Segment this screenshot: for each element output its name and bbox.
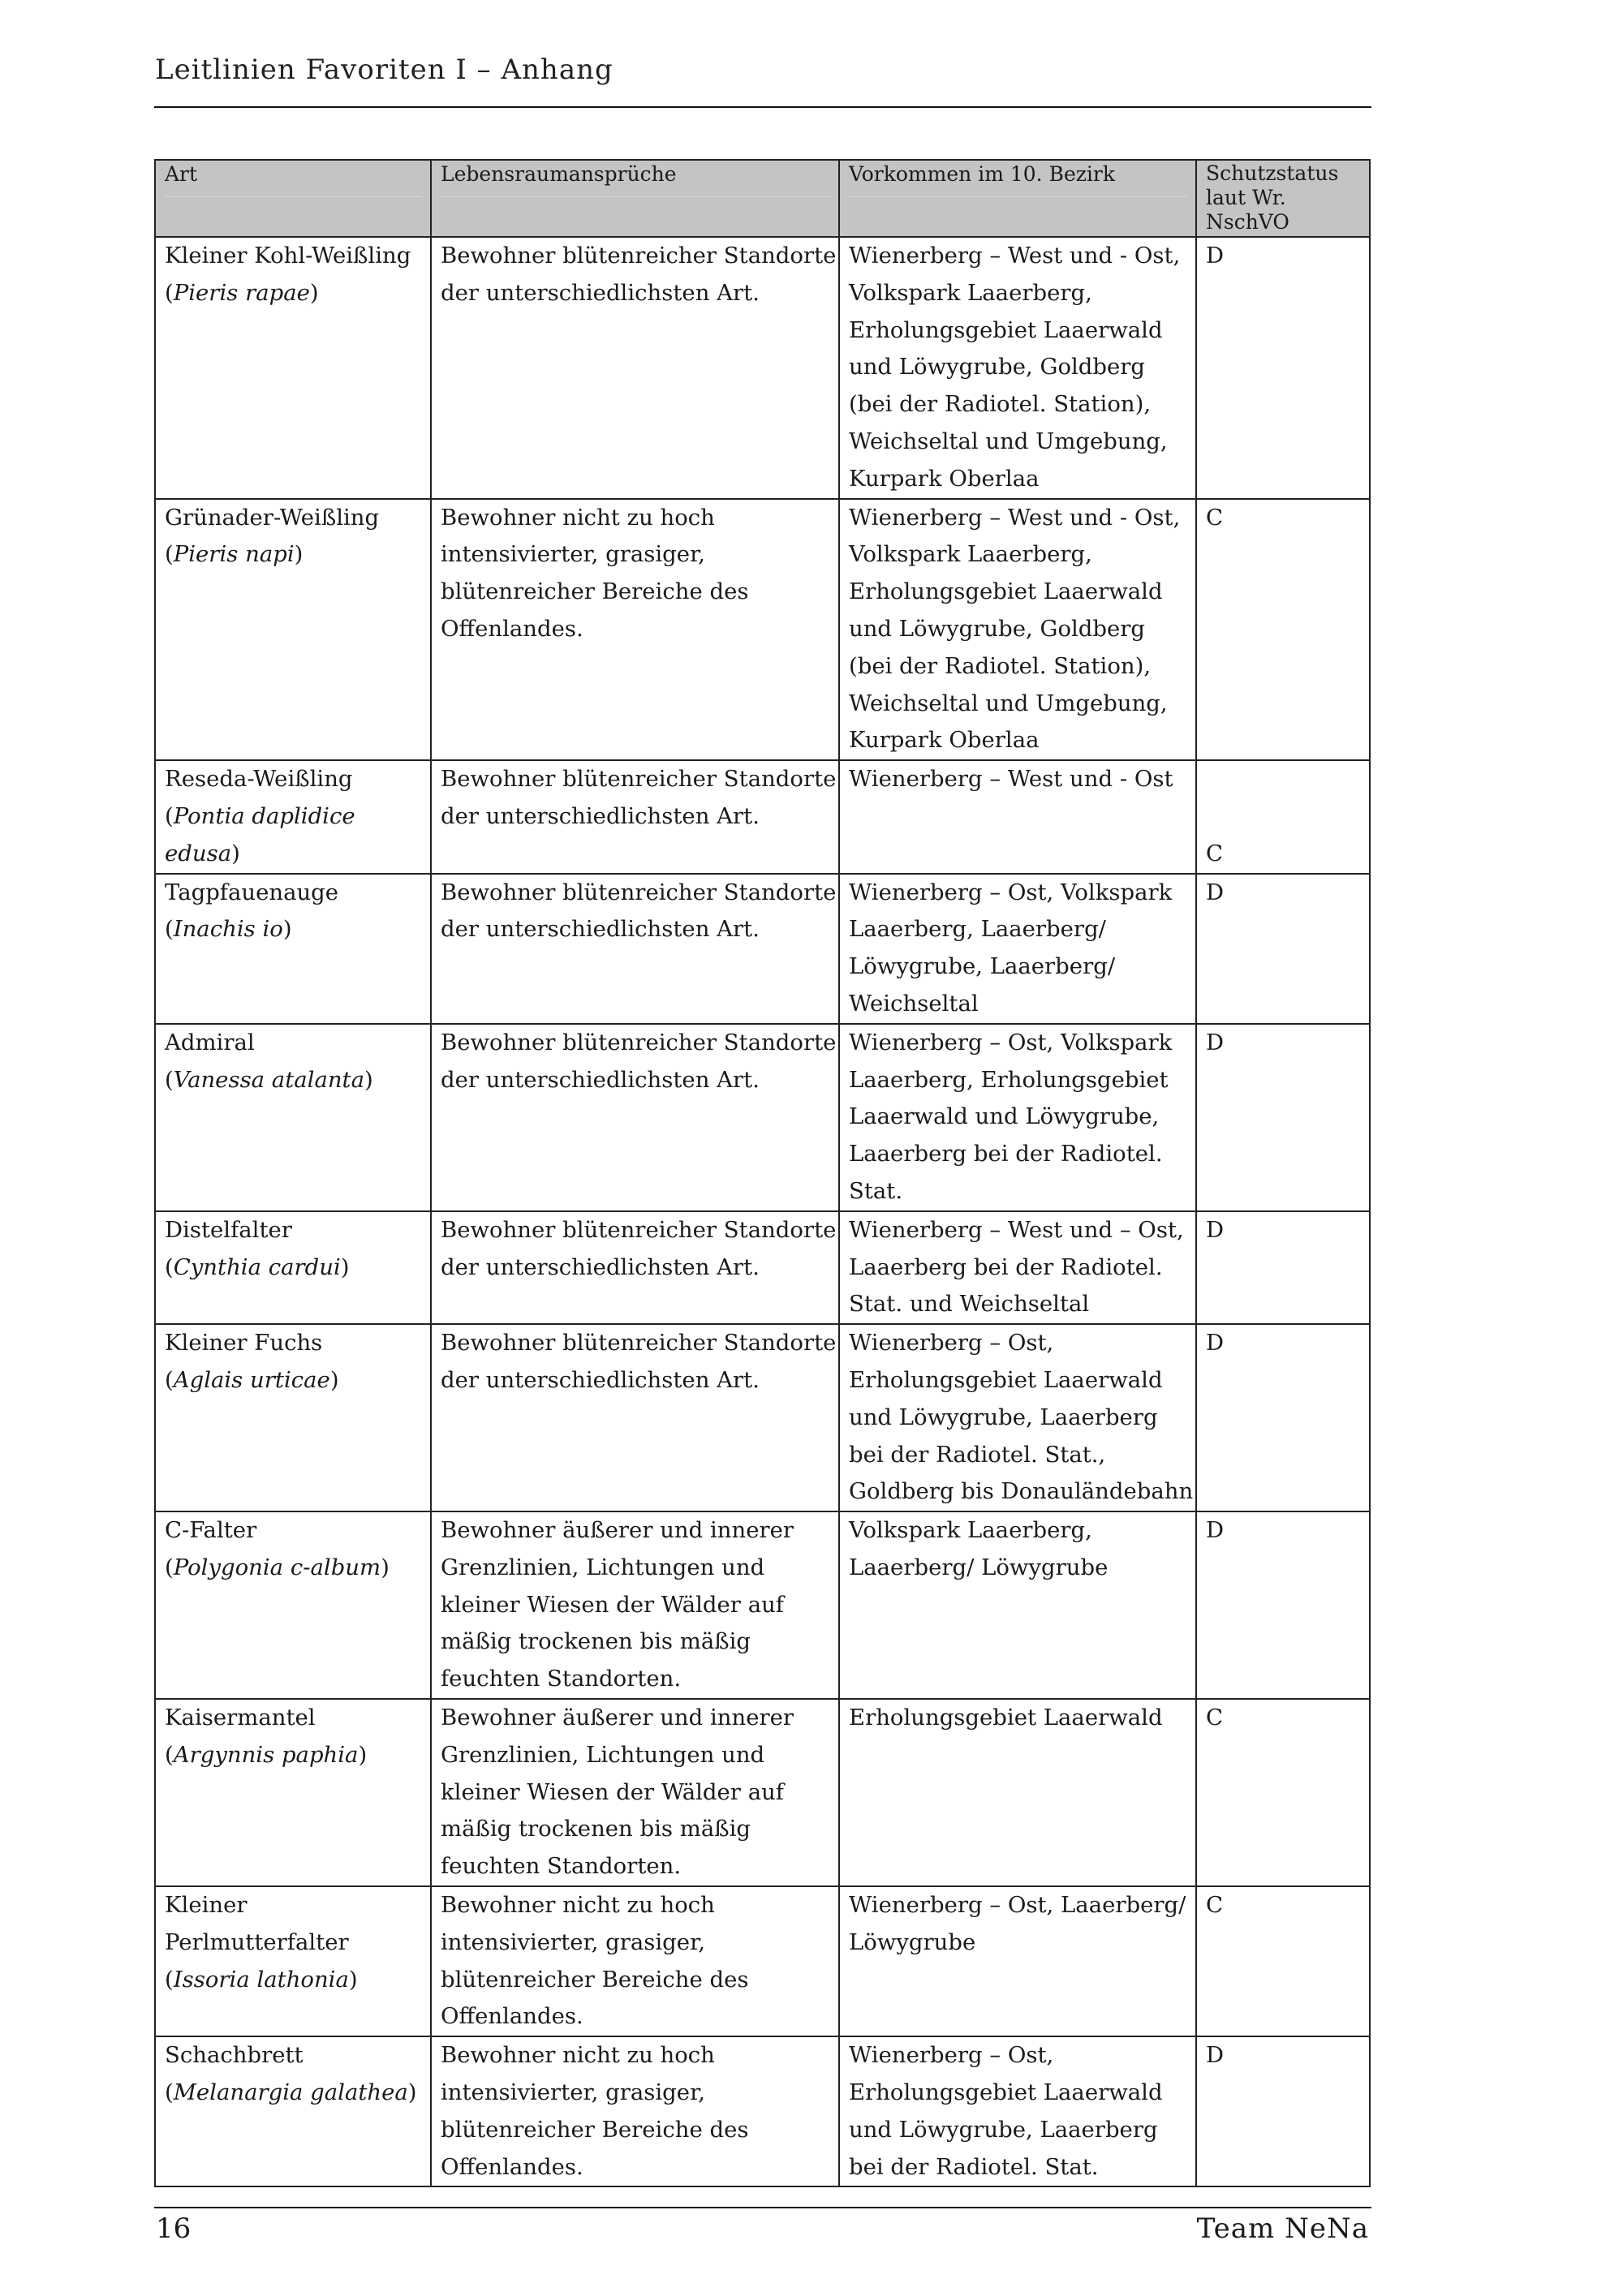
status-value: C	[1206, 840, 1224, 866]
species-name: Kaisermantel	[165, 1705, 316, 1731]
habitat-cell: Bewohner blütenreicher Standorte der unterschiedlichsten Art.	[431, 1324, 839, 1511]
species-cell: Admiral (Vanessa atalanta)	[155, 1024, 431, 1211]
table-row	[155, 1886, 1370, 2036]
species-scientific-name: Pontia daplidice edusa	[165, 802, 355, 866]
habitat-cell: Bewohner nicht zu hoch intensivierter, grasiger, blütenreicher Bereiche des Offenlandes.	[431, 2036, 839, 2186]
status-cell: D	[1196, 874, 1370, 1024]
column-header-habitat: Lebensraumansprüche	[431, 160, 839, 237]
status-cell	[1196, 760, 1370, 873]
species-scientific-name: Pieris rapae	[173, 279, 310, 306]
species-name: C-Falter	[165, 1517, 257, 1544]
page-number: 16	[156, 2212, 192, 2245]
species-scientific-name: Vanessa atalanta	[173, 1066, 365, 1093]
species-cell: C-Falter (Polygonia c-album)	[155, 1511, 431, 1699]
occurrence-cell: Wienerberg – Ost, Volkspark Laaerberg, Laaerberg/ Löwygrube, Laaerberg/ Weichseltal	[839, 874, 1196, 1024]
species-scientific-name: Aglais urticae	[173, 1366, 330, 1393]
species-cell: Tagpfauenauge (Inachis io)	[155, 874, 431, 1024]
status-cell: D	[1196, 1511, 1370, 1699]
table-row	[155, 499, 1370, 761]
occurrence-cell: Wienerberg – Ost, Laaerberg/ Löwygrube	[839, 1886, 1196, 2036]
column-header-occurrence: Vorkommen im 10. Bezirk	[839, 160, 1196, 237]
table-row	[155, 1211, 1370, 1324]
species-scientific-name: Issoria lathonia	[173, 1966, 349, 1993]
status-cell: D	[1196, 2036, 1370, 2186]
species-cell: Schachbrett (Melanargia galathea)	[155, 2036, 431, 2186]
species-name: Kleiner Fuchs	[165, 1330, 323, 1357]
species-cell: Grünader-Weißling (Pieris napi)	[155, 499, 431, 761]
habitat-cell: Bewohner äußerer und innerer Grenzlinien, Lichtungen und kleiner Wiesen der Wälder auf mäßig trockenen bis mäßig feuchten Standorten.	[431, 1699, 839, 1886]
habitat-cell: Bewohner nicht zu hoch intensivierter, grasiger, blütenreicher Bereiche des Offenlandes.	[431, 1886, 839, 2036]
habitat-cell: Bewohner blütenreicher Standorte der unterschiedlichsten Art.	[431, 1024, 839, 1211]
habitat-cell: Bewohner blütenreicher Standorte der unterschiedlichsten Art.	[431, 237, 839, 499]
species-name: Admiral	[165, 1029, 255, 1056]
species-cell: Reseda-Weißling (Pontia daplidice edusa)	[155, 760, 431, 873]
status-cell: D	[1196, 1211, 1370, 1324]
occurrence-cell: Wienerberg – West und - Ost, Volkspark Laaerberg, Erholungsgebiet Laaerwald und Löwygrube, Goldberg (bei der Radiotel. Station), Weichseltal und Umgebung, Kurpark Oberlaa	[839, 237, 1196, 499]
habitat-cell: Bewohner äußerer und innerer Grenzlinien, Lichtungen und kleiner Wiesen der Wälder auf mäßig trockenen bis mäßig feuchten Standorten.	[431, 1511, 839, 1699]
occurrence-cell: Wienerberg – West und - Ost	[839, 760, 1196, 873]
species-name: Kleiner Perlmutterfalter	[165, 1892, 349, 1955]
occurrence-cell: Wienerberg – Ost, Volkspark Laaerberg, Erholungsgebiet Laaerwald und Löwygrube, Laaerberg bei der Radiotel. Stat.	[839, 1024, 1196, 1211]
species-cell: Kaisermantel (Argynnis paphia)	[155, 1699, 431, 1886]
species-name: Reseda-Weißling	[165, 766, 353, 793]
occurrence-cell: Wienerberg – Ost, Erholungsgebiet Laaerwald und Löwygrube, Laaerberg bei der Radiotel. Stat., Goldberg bis Donauländebahn	[839, 1324, 1196, 1511]
header-divider	[154, 106, 1371, 108]
species-cell: Distelfalter (Cynthia cardui)	[155, 1211, 431, 1324]
status-cell: C	[1196, 499, 1370, 761]
occurrence-cell: Wienerberg – West und - Ost, Volkspark Laaerberg, Erholungsgebiet Laaerwald und Löwygrube, Goldberg (bei der Radiotel. Station), Weichseltal und Umgebung, Kurpark Oberlaa	[839, 499, 1196, 761]
status-cell: C	[1196, 1886, 1370, 2036]
footer-divider	[154, 2207, 1371, 2208]
table-row	[155, 1324, 1370, 1511]
species-scientific-name: Pieris napi	[173, 541, 295, 568]
species-cell: Kleiner Fuchs (Aglais urticae)	[155, 1324, 431, 1511]
species-name: Tagpfauenauge	[165, 879, 339, 905]
table-header-row	[155, 160, 1370, 237]
habitat-cell: Bewohner blütenreicher Standorte der unterschiedlichsten Art.	[431, 760, 839, 873]
footer-brand: Team NeNa	[1196, 2212, 1369, 2245]
occurrence-cell: Wienerberg – Ost, Erholungsgebiet Laaerwald und Löwygrube, Laaerberg bei der Radiotel. Stat.	[839, 2036, 1196, 2186]
species-scientific-name: Melanargia galathea	[173, 2079, 408, 2106]
species-name: Distelfalter	[165, 1216, 292, 1243]
status-cell: D	[1196, 1024, 1370, 1211]
occurrence-cell: Wienerberg – West und – Ost, Laaerberg bei der Radiotel. Stat. und Weichseltal	[839, 1211, 1196, 1324]
status-cell: D	[1196, 1324, 1370, 1511]
occurrence-cell: Erholungsgebiet Laaerwald	[839, 1699, 1196, 1886]
species-name: Kleiner Kohl-Weißling	[165, 243, 411, 269]
habitat-cell: Bewohner blütenreicher Standorte der unterschiedlichsten Art.	[431, 874, 839, 1024]
habitat-cell: Bewohner blütenreicher Standorte der unterschiedlichsten Art.	[431, 1211, 839, 1324]
status-cell: D	[1196, 237, 1370, 499]
column-header-art: Art	[155, 160, 431, 237]
species-scientific-name: Polygonia c-album	[173, 1554, 381, 1580]
table-row	[155, 760, 1370, 873]
occurrence-cell: Volkspark Laaerberg, Laaerberg/ Löwygrube	[839, 1511, 1196, 1699]
table-row	[155, 1699, 1370, 1886]
status-cell: C	[1196, 1699, 1370, 1886]
table-row	[155, 1024, 1370, 1211]
species-cell: Kleiner Kohl-Weißling (Pieris rapae)	[155, 237, 431, 499]
table-row	[155, 874, 1370, 1024]
species-scientific-name: Argynnis paphia	[173, 1741, 359, 1768]
species-table	[154, 159, 1371, 2187]
species-name: Schachbrett	[165, 2042, 304, 2069]
habitat-cell: Bewohner nicht zu hoch intensivierter, grasiger, blütenreicher Bereiche des Offenlandes.	[431, 499, 839, 761]
species-cell: Kleiner Perlmutterfalter (Issoria lathonia)	[155, 1886, 431, 2036]
species-scientific-name: Cynthia cardui	[173, 1253, 341, 1280]
column-header-status: Schutzstatus laut Wr. NschVO	[1196, 160, 1370, 237]
page-header-title: Leitlinien Favoriten I – Anhang	[155, 54, 613, 86]
table-row	[155, 1511, 1370, 1699]
species-scientific-name: Inachis io	[173, 916, 283, 943]
species-name: Grünader-Weißling	[165, 504, 380, 531]
table-row	[155, 2036, 1370, 2186]
table-row	[155, 237, 1370, 499]
